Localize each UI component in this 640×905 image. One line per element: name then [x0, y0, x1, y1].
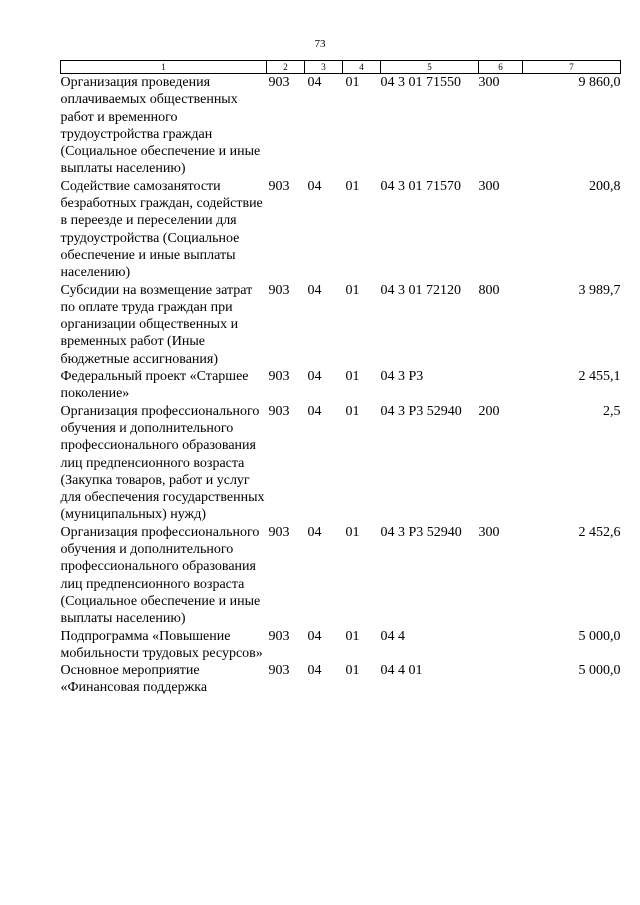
row-name: Организация профессионального обучения и дополнительного профессионального образования лиц предпенсионного возраста (Закупка товаров, работ и услуг для обеспечения государственных (муниципальных) нужд): [60, 403, 265, 523]
row-amount: 2,5: [603, 403, 621, 419]
table-row: [61, 628, 621, 663]
table-row: [61, 403, 621, 524]
table-row: [61, 74, 621, 178]
row-amount: 2 452,6: [578, 524, 621, 540]
row-admin-code: 903: [268, 282, 290, 298]
row-expense-type: [479, 628, 523, 663]
row-subsection-code: 01: [345, 524, 360, 540]
row-admin-code: 903: [268, 403, 290, 419]
budget-table: [60, 60, 621, 697]
row-section-code: 04: [307, 178, 322, 194]
header-col-2: 2: [267, 61, 305, 74]
row-target-article: 04 4 01: [380, 663, 423, 679]
header-col-6: 6: [479, 61, 523, 74]
row-admin-code: 903: [268, 178, 290, 194]
row-expense-type: 200: [478, 403, 500, 419]
row-expense-type: 800: [478, 282, 500, 298]
page-number: 73: [314, 38, 326, 50]
row-target-article: 04 3 01 71550: [380, 75, 461, 90]
header-col-1: 1: [61, 61, 267, 74]
row-section-code: 04: [307, 369, 322, 385]
row-target-article: 04 3 P3 52940: [380, 524, 462, 540]
row-name: Организация проведения оплачиваемых общественных работ и временного трудоустройства граждан (Социальное обеспечение и иные выплаты населению): [60, 75, 261, 177]
row-subsection-code: 01: [345, 178, 360, 194]
row-target-article: 04 3 01 71570: [380, 178, 461, 194]
row-expense-type: 300: [478, 524, 500, 540]
row-target-article: 04 3 01 72120: [380, 282, 461, 298]
header-col-3: 3: [305, 61, 343, 74]
header-col-7: 7: [523, 61, 621, 74]
row-expense-type: 300: [478, 75, 500, 90]
table-row: [61, 178, 621, 282]
row-target-article: 04 3 P3: [380, 369, 424, 385]
row-amount: 9 860,0: [578, 75, 621, 90]
row-target-article: 04 3 P3 52940: [380, 403, 462, 419]
row-section-code: 04: [307, 663, 322, 679]
row-admin-code: 903: [268, 628, 290, 644]
row-amount: 5 000,0: [578, 628, 621, 644]
table-row: [61, 282, 621, 368]
header-row: [61, 61, 621, 74]
row-subsection-code: 01: [345, 403, 360, 419]
row-section-code: 04: [307, 282, 322, 298]
header-col-4: 4: [343, 61, 381, 74]
row-name: Субсидии на возмещение затрат по оплате труда граждан при организации общественных и временных работ (Иные бюджетные ассигнования): [60, 282, 253, 367]
header-col-5: 5: [381, 61, 479, 74]
row-subsection-code: 01: [345, 369, 360, 385]
row-expense-type: [479, 368, 523, 403]
row-subsection-code: 01: [345, 628, 360, 644]
row-amount: 3 989,7: [578, 282, 621, 298]
row-name: Содействие самозанятости безработных граждан, содействие в переезде и переселении для трудоустройства (Социальное обеспечение и иные выплаты населению): [60, 178, 263, 281]
row-section-code: 04: [307, 524, 322, 540]
row-name: Федеральный проект «Старшее поколение»: [60, 369, 249, 402]
row-target-article: 04 4: [380, 628, 405, 644]
row-admin-code: 903: [268, 369, 290, 385]
row-admin-code: 903: [268, 524, 290, 540]
table-row: [61, 662, 621, 697]
row-subsection-code: 01: [345, 75, 360, 90]
row-name: Основное мероприятие «Финансовая поддержка: [60, 663, 208, 696]
row-section-code: 04: [307, 403, 322, 419]
row-amount: 2 455,1: [578, 369, 621, 385]
row-section-code: 04: [307, 628, 322, 644]
row-amount: 200,8: [589, 178, 621, 194]
table-row: [61, 524, 621, 628]
row-admin-code: 903: [268, 663, 290, 679]
table-row: [61, 368, 621, 403]
row-admin-code: 903: [268, 75, 290, 90]
row-subsection-code: 01: [345, 663, 360, 679]
row-name: Подпрограмма «Повышение мобильности трудовых ресурсов»: [60, 628, 263, 661]
row-name: Организация профессионального обучения и дополнительного профессионального образования лиц предпенсионного возраста (Социальное обеспечение и иные выплаты населению): [60, 524, 261, 627]
row-section-code: 04: [307, 75, 322, 90]
row-subsection-code: 01: [345, 282, 360, 298]
row-amount: 5 000,0: [578, 663, 621, 679]
row-expense-type: [479, 662, 523, 697]
row-expense-type: 300: [478, 178, 500, 194]
